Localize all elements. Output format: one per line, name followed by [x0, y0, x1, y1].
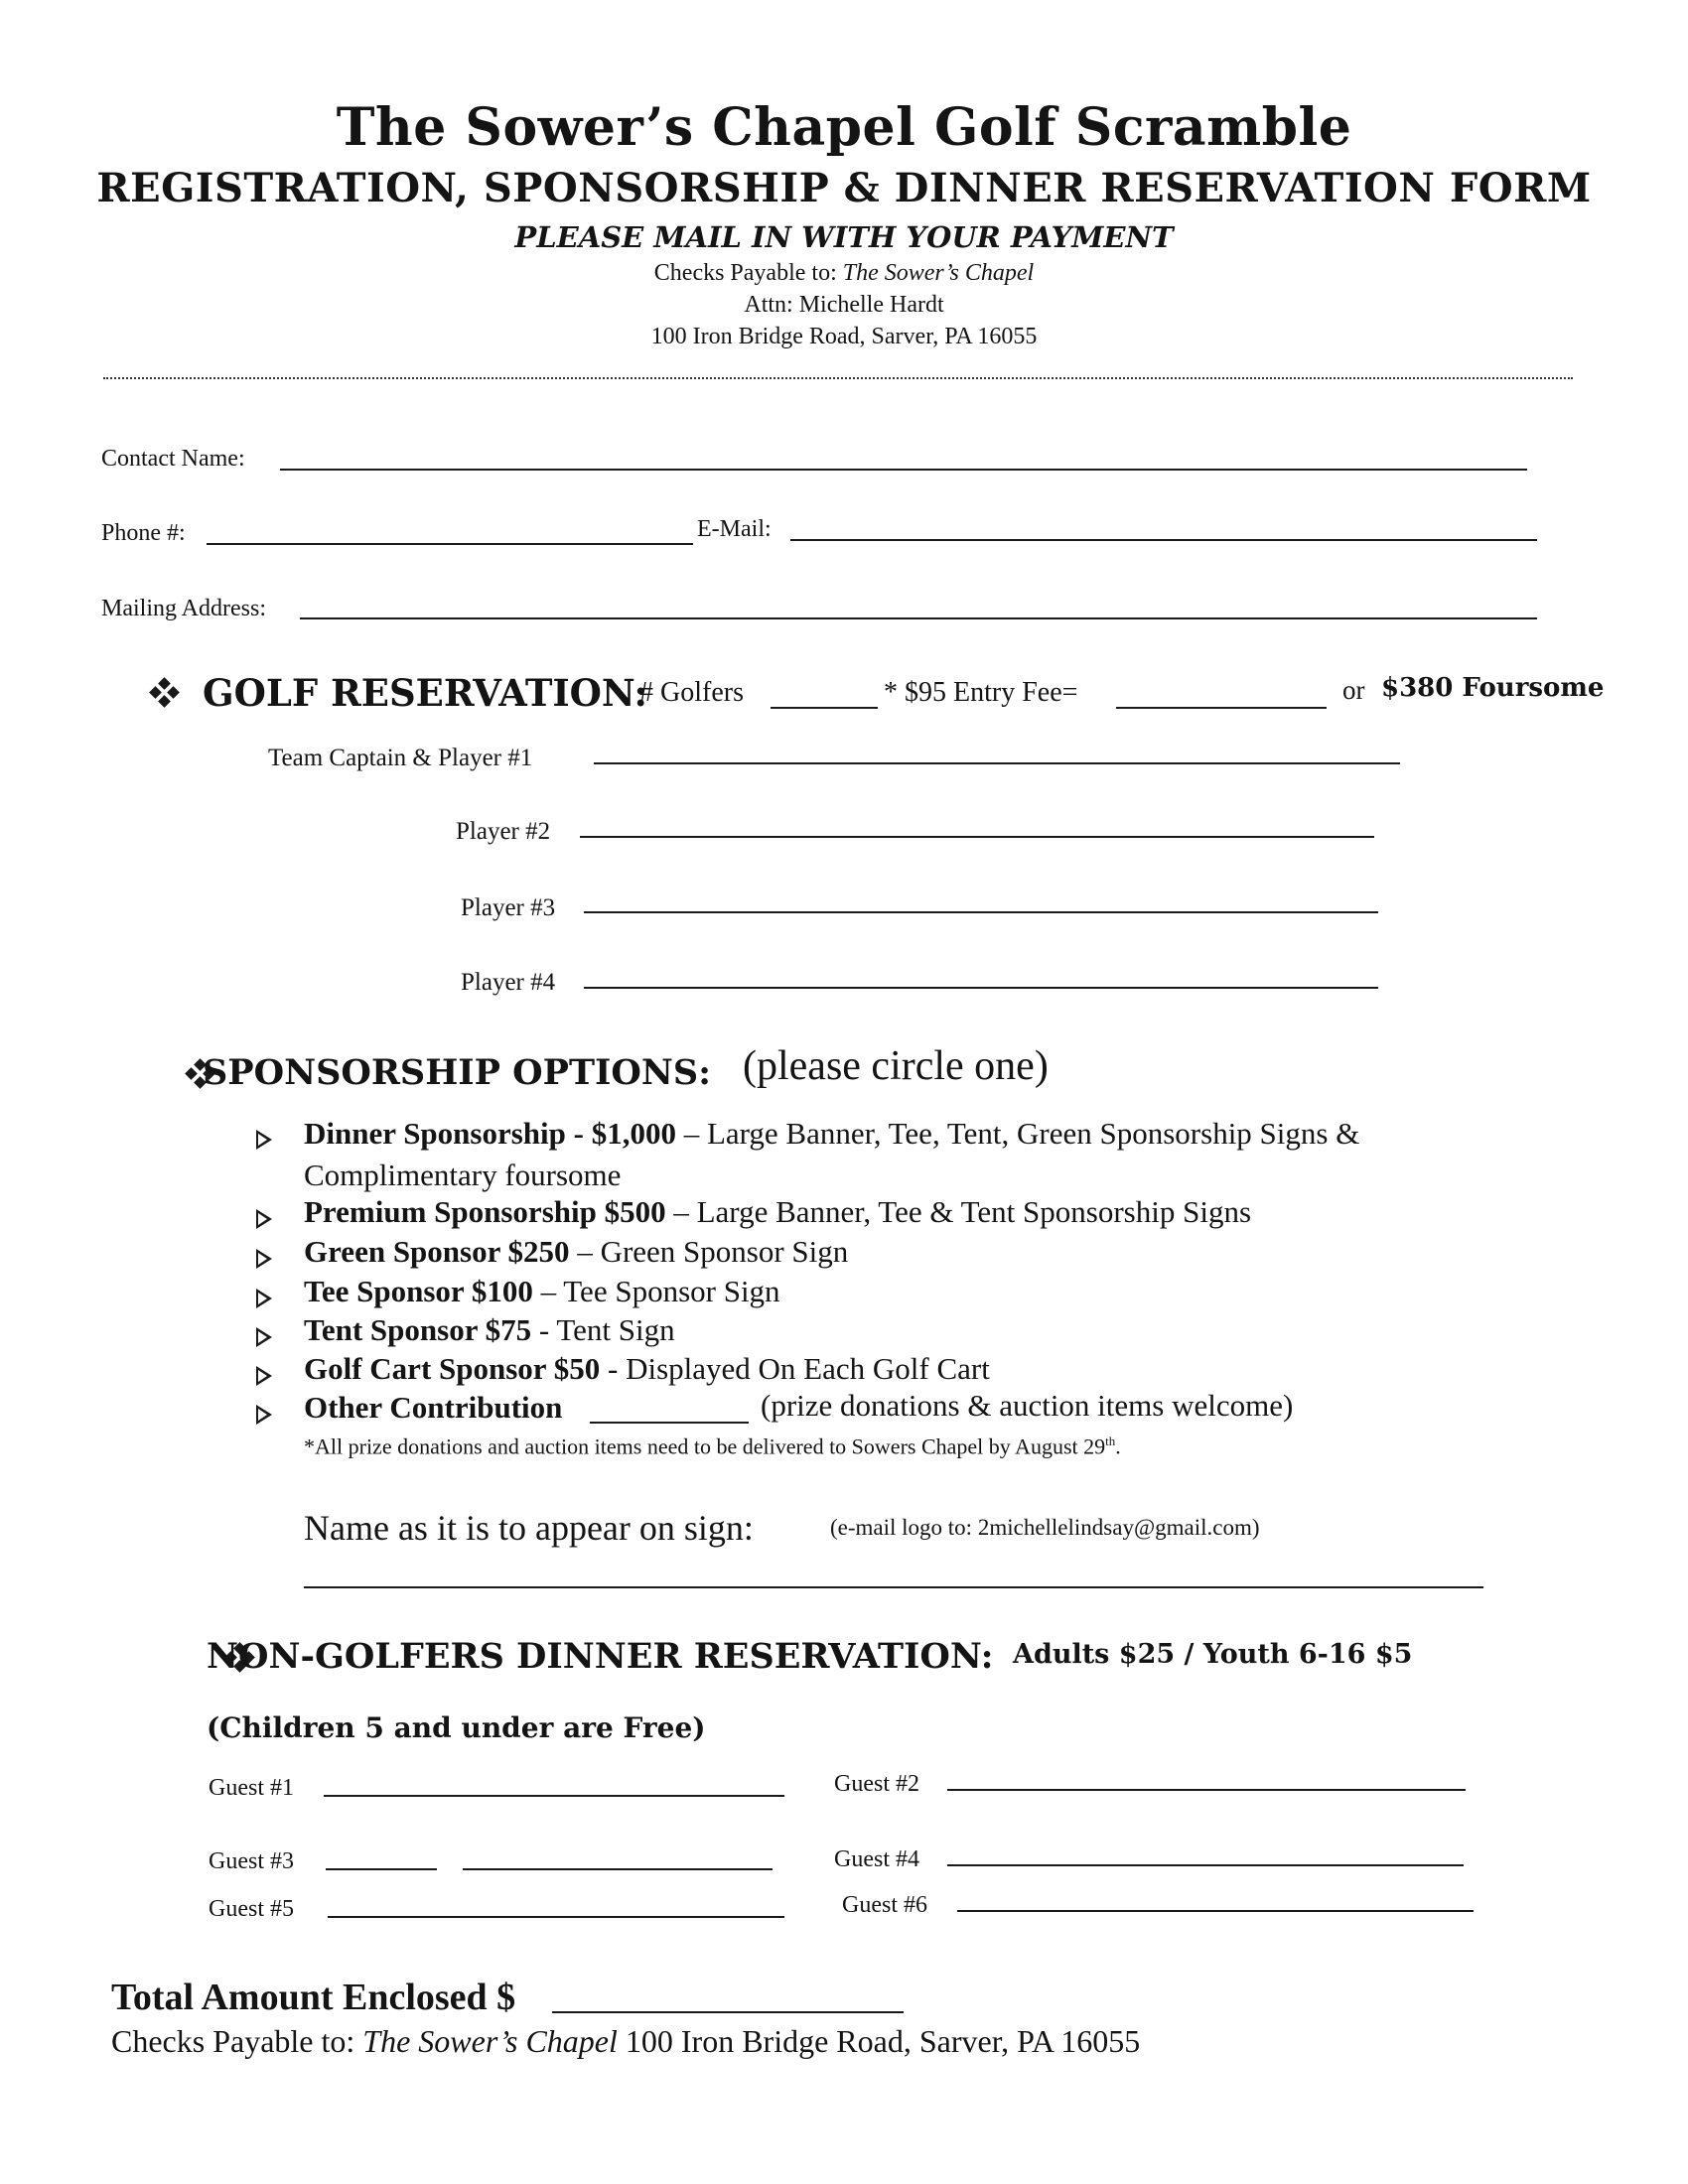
foursome-price-label: $380 Foursome [1381, 673, 1605, 703]
sponsorship-option-desc: (prize donations & auction items welcome) [761, 1388, 1294, 1423]
sponsorship-option-name: Other Contribution [304, 1390, 563, 1425]
arrow-bullet-icon [256, 1366, 272, 1386]
sponsorship-option-name: Tent Sponsor $75 [304, 1312, 532, 1347]
entry-fee-field[interactable] [1116, 707, 1327, 709]
email-field[interactable] [790, 539, 1537, 541]
sponsorship-option-desc: - Tent Sign [538, 1312, 675, 1347]
contact-name-field[interactable] [280, 469, 1527, 471]
checks-payable-label: Checks Payable to: [653, 260, 837, 286]
sponsorship-option-desc: – Tee Sponsor Sign [540, 1274, 780, 1308]
prize-donation-footnote [304, 1433, 1121, 1459]
logo-email-note: (e-mail logo to: 2michellelindsay@gmail.com) [830, 1515, 1260, 1540]
sponsorship-option-desc: – Green Sponsor Sign [577, 1234, 849, 1269]
sign-name-label: Name as it is to appear on sign: [304, 1508, 754, 1548]
arrow-bullet-icon [256, 1289, 272, 1308]
form-subtitle: REGISTRATION, SPONSORSHIP & DINNER RESERVATION FORM [96, 165, 1592, 211]
player-3-label: Player #3 [461, 894, 556, 921]
player-2-label: Player #2 [456, 818, 551, 845]
sponsorship-option-green[interactable] [304, 1234, 848, 1270]
sponsorship-option-desc-continued: Complimentary foursome [304, 1158, 622, 1192]
mailing-address-label: Mailing Address: [101, 596, 266, 621]
footer-checks-line [111, 2023, 1140, 2060]
sponsorship-option-dinner[interactable] [304, 1116, 1359, 1152]
other-contribution-field[interactable] [590, 1422, 749, 1424]
guest-6-field[interactable] [957, 1910, 1474, 1912]
golfers-count-field[interactable] [771, 707, 878, 709]
form-title: The Sower’s Chapel Golf Scramble [336, 97, 1352, 158]
arrow-bullet-icon [256, 1327, 272, 1347]
phone-label: Phone #: [101, 520, 186, 546]
mailing-address-field[interactable] [300, 617, 1537, 619]
phone-field[interactable] [207, 543, 693, 545]
guest-3-field-part-b[interactable] [463, 1868, 773, 1870]
or-label: or [1342, 675, 1365, 705]
dotted-divider [103, 377, 1573, 379]
checks-payable-line [0, 260, 1688, 287]
guest-5-field[interactable] [328, 1916, 784, 1918]
sponsorship-instruction: (please circle one) [743, 1043, 1049, 1089]
footnote-period: . [1115, 1433, 1121, 1459]
arrow-bullet-icon [256, 1209, 272, 1229]
sponsorship-option-name: Tee Sponsor $100 [304, 1274, 533, 1308]
sponsorship-option-name: Golf Cart Sponsor $50 [304, 1351, 601, 1386]
guest-6-label: Guest #6 [842, 1892, 927, 1918]
total-amount-label: Total Amount Enclosed $ [111, 1977, 516, 2018]
sponsorship-option-golf-cart[interactable] [304, 1351, 990, 1387]
guest-5-label: Guest #5 [209, 1896, 294, 1922]
footer-address: 100 Iron Bridge Road, Sarver, PA 16055 [625, 2023, 1141, 2059]
player-4-label: Player #4 [461, 969, 556, 996]
guest-1-label: Guest #1 [209, 1775, 294, 1801]
player-1-label: Team Captain & Player #1 [268, 745, 533, 771]
attn-line: Attn: Michelle Hardt [744, 292, 944, 318]
sponsorship-option-name: Premium Sponsorship $500 [304, 1194, 666, 1229]
sponsorship-option-other[interactable] [304, 1390, 562, 1426]
footnote-superscript: th [1105, 1433, 1116, 1448]
arrow-bullet-icon [256, 1130, 272, 1150]
guest-3-label: Guest #3 [209, 1848, 294, 1874]
entry-fee-label: * $95 Entry Fee= [884, 677, 1078, 708]
sponsorship-option-desc: – Large Banner, Tee & Tent Sponsorship Signs [673, 1194, 1252, 1229]
footer-checks-label: Checks Payable to: [111, 2023, 355, 2059]
sponsorship-option-name: Dinner Sponsorship - $1,000 [304, 1116, 676, 1151]
dinner-prices: Adults $25 / Youth 6-16 $5 [1013, 1639, 1413, 1670]
sign-name-field[interactable] [304, 1586, 1483, 1588]
sponsorship-heading: SPONSORSHIP OPTIONS: [203, 1052, 712, 1093]
player-3-field[interactable] [584, 911, 1378, 913]
mailing-address-line: 100 Iron Bridge Road, Sarver, PA 16055 [650, 324, 1038, 349]
contact-name-label: Contact Name: [101, 446, 245, 472]
guest-4-label: Guest #4 [834, 1846, 919, 1872]
arrow-bullet-icon [256, 1405, 272, 1425]
diamond-bullet-icon [151, 679, 179, 707]
guest-1-field[interactable] [324, 1795, 784, 1797]
player-1-field[interactable] [594, 762, 1400, 764]
sponsorship-option-desc: - Displayed On Each Golf Cart [608, 1351, 990, 1386]
guest-4-field[interactable] [947, 1864, 1464, 1866]
mail-note: PLEASE MAIL IN WITH YOUR PAYMENT [514, 220, 1174, 254]
guest-2-field[interactable] [947, 1789, 1466, 1791]
player-2-field[interactable] [580, 836, 1374, 838]
sponsorship-option-premium[interactable] [304, 1194, 1251, 1230]
guest-2-label: Guest #2 [834, 1771, 919, 1797]
email-label: E-Mail: [697, 516, 772, 542]
sponsorship-option-tent[interactable] [304, 1312, 675, 1348]
sponsorship-option-desc: – Large Banner, Tee, Tent, Green Sponsorship Signs & [683, 1116, 1360, 1151]
footer-checks-payee: The Sower’s Chapel [362, 2023, 618, 2059]
player-4-field[interactable] [584, 987, 1378, 989]
dinner-reservation-heading: NON-GOLFERS DINNER RESERVATION: [207, 1636, 994, 1677]
golfers-count-label: # Golfers [639, 677, 744, 708]
sponsorship-option-tee[interactable] [304, 1274, 780, 1309]
children-free-note: (Children 5 and under are Free) [207, 1711, 706, 1744]
golf-reservation-heading: GOLF RESERVATION: [203, 671, 648, 715]
footnote-text: *All prize donations and auction items need to be delivered to Sowers Chapel by August 29 [304, 1433, 1106, 1459]
sponsorship-option-name: Green Sponsor $250 [304, 1234, 570, 1269]
total-amount-field[interactable] [552, 2011, 904, 2013]
checks-payee: The Sower’s Chapel [842, 260, 1035, 286]
guest-3-field-part-a[interactable] [326, 1868, 437, 1870]
arrow-bullet-icon [256, 1249, 272, 1269]
